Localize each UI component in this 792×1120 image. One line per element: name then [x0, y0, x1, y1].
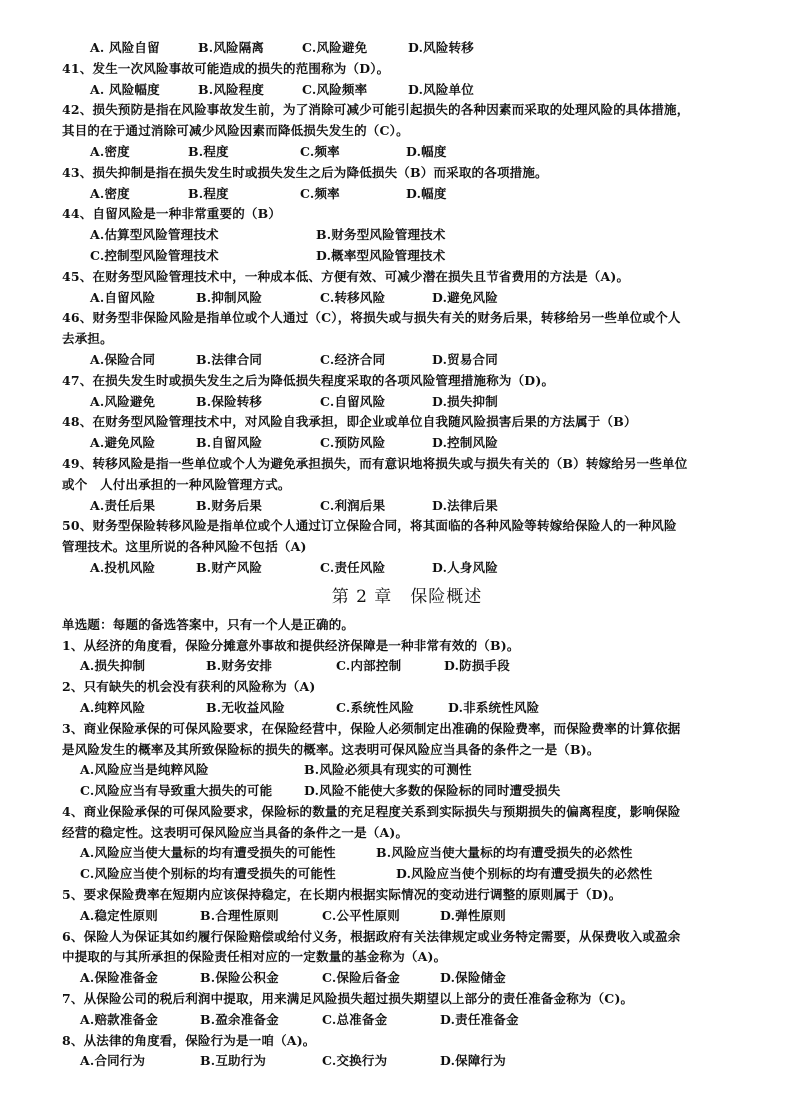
answer-option: B.保险转移: [196, 393, 263, 409]
answer-option: B.风险程度: [198, 81, 265, 97]
answer-options: [62, 558, 752, 579]
answer-option: B.无收益风险: [206, 699, 285, 715]
answer-option: A. 风险幅度: [90, 81, 160, 97]
answer-option: D.损失抑制: [432, 393, 498, 409]
question-text: 8、从法律的角度看，保险行为是一咱（A)。: [62, 1032, 316, 1048]
answer-option: C.风险应当使个别标的均有遭受损失的可能性: [80, 866, 336, 882]
answer-option: A.密度: [90, 143, 130, 159]
answer-option: C.频率: [300, 143, 340, 159]
answer-options: [62, 760, 752, 781]
answer-option: C.风险频率: [302, 81, 368, 97]
answer-option: B.合理性原则: [200, 907, 279, 923]
question-text: 去承担。: [62, 331, 113, 347]
answer-option: A.避免风险: [90, 435, 156, 451]
answer-option: C.系统性风险: [336, 699, 414, 715]
answer-option: C.保险后备金: [322, 970, 400, 986]
question-text: 中提取的与其所承担的保险责任相对应的一定数量的基金称为（A)。: [62, 949, 447, 965]
answer-option: B.保险公积金: [200, 970, 279, 986]
answer-option: C.内部控制: [336, 658, 402, 674]
question-text: 44、自留风险是一种非常重要的（B）: [62, 206, 282, 222]
answer-option: A.投机风险: [90, 559, 156, 575]
answer-option: D.贸易合同: [432, 351, 498, 367]
question-text: 经营的稳定性。这表明可保风险应当具备的条件之一是（A)。: [62, 824, 409, 840]
question-text: 4、商业保险承保的可保风险要求，保险标的数量的充足程度关系到实际损失与预期损失的偏离程度，影响保险: [62, 803, 681, 819]
answer-options: [62, 80, 752, 101]
question-text: 48、在财务型风险管理技术中，对风险自我承担，即企业或单位自我随风险损害后果的方法属于（B）: [62, 414, 637, 430]
answer-option: D.非系统性风险: [448, 699, 540, 715]
answer-option: B.抑制风险: [196, 289, 263, 305]
answer-option: D.概率型风险管理技术: [316, 247, 446, 263]
answer-options: [62, 184, 752, 205]
question-text: 5、要求保险费率在短期内应该保持稳定，在长期内根据实际情况的变动进行调整的原则属于（D)。: [62, 887, 622, 903]
answer-option: C.责任风险: [320, 559, 386, 575]
answer-option: B.程度: [188, 143, 229, 159]
question-text: 45、在财务型风险管理技术中，一种成本低、方便有效、可减少潜在损失且节省费用的方法是（A)。: [62, 268, 630, 284]
answer-option: A.责任后果: [90, 497, 156, 513]
question-text: 2、只有缺失的机会没有获利的风险称为（A): [62, 679, 316, 695]
answer-option: C.预防风险: [320, 435, 386, 451]
answer-option: C.总准备金: [322, 1011, 388, 1027]
answer-option: D.人身风险: [432, 559, 498, 575]
answer-option: A.赔款准备金: [80, 1011, 158, 1027]
answer-option: B.财务后果: [196, 497, 263, 513]
answer-option: B.法律合同: [196, 351, 263, 367]
answer-options: [62, 698, 752, 719]
answer-option: C.经济合同: [320, 351, 386, 367]
answer-option: D.保障行为: [440, 1053, 506, 1069]
answer-options: [62, 656, 752, 677]
answer-option: D.法律后果: [432, 497, 498, 513]
answer-option: B.自留风险: [196, 435, 263, 451]
question-text: 单选题：每题的备选答案中，只有一个人是正确的。: [62, 616, 355, 632]
answer-options: [62, 288, 752, 309]
answer-option: A.稳定性原则: [80, 907, 158, 923]
answer-option: D.风险转移: [408, 40, 474, 55]
answer-options: [62, 38, 752, 59]
answer-options: [62, 906, 752, 927]
answer-option: C.控制型风险管理技术: [90, 247, 219, 263]
answer-option: A.估算型风险管理技术: [90, 227, 219, 243]
answer-option: A.保险准备金: [80, 970, 158, 986]
answer-option: A.合同行为: [80, 1053, 146, 1069]
answer-option: D.风险单位: [408, 81, 474, 97]
answer-options: [62, 433, 752, 454]
answer-option: C.公平性原则: [322, 907, 400, 923]
answer-options: [62, 142, 752, 163]
answer-option: B.风险隔离: [198, 40, 265, 55]
answer-option: B.风险必须具有现实的可测性: [304, 762, 472, 778]
question-text: 7、从保险公司的税后利润中提取，用来满足风险损失超过损失期望以上部分的责任准备金称为（C)。: [62, 991, 634, 1007]
question-text: 49、转移风险是指一些单位或个人为避免承担损失，而有意识地将损失或与损失有关的（B）转嫁给另一些单位: [62, 455, 688, 471]
answer-options: [62, 350, 752, 371]
answer-option: B.财务型风险管理技术: [316, 227, 446, 243]
answer-option: B.财务安排: [206, 658, 273, 674]
answer-option: D.控制风险: [432, 435, 498, 451]
answer-option: A.风险应当使大量标的均有遭受损失的可能性: [80, 845, 336, 861]
document-page: [62, 38, 752, 1072]
question-text: 1、从经济的角度看，保险分摊意外事故和提供经济保障是一种非常有效的（B)。: [62, 637, 520, 653]
question-text: 47、在损失发生时或损失发生之后为降低损失程度采取的各项风险管理措施称为（D)。: [62, 372, 555, 388]
answer-option: B.互助行为: [200, 1053, 267, 1069]
answer-options: [62, 781, 752, 802]
answer-option: A.风险避免: [90, 393, 156, 409]
answer-option: B.财产风险: [196, 559, 263, 575]
answer-options: [62, 496, 752, 517]
answer-option: D.责任准备金: [440, 1011, 519, 1027]
answer-options: [62, 1051, 752, 1072]
answer-option: A.自留风险: [90, 289, 156, 305]
answer-option: B.程度: [188, 185, 229, 201]
answer-option: D.幅度: [406, 185, 447, 201]
answer-options: [62, 246, 752, 267]
question-text: 3、商业保险承保的可保风险要求，在保险经营中，保险人必须制定出准确的保险费率，而保险费率的计算依据: [62, 720, 681, 736]
question-text: 或个 人付出承担的一种风险管理方式。: [62, 476, 291, 492]
answer-option: A. 风险自留: [90, 40, 160, 55]
question-text: 是风险发生的概率及其所致保险标的损失的概率。这表明可保风险应当具备的条件之一是（B)。: [62, 741, 600, 757]
answer-option: D.风险应当使个别标的均有遭受损失的必然性: [396, 866, 653, 882]
question-text: 43、损失抑制是指在损失发生时或损失发生之后为降低损失（B）而采取的各项措施。: [62, 164, 548, 180]
answer-option: C.风险避免: [302, 40, 368, 55]
answer-options: [62, 843, 752, 864]
answer-options: [62, 392, 752, 413]
chapter-heading: 第 2 章 保险概述: [331, 586, 483, 607]
answer-option: C.风险应当有导致重大损失的可能: [80, 783, 273, 799]
answer-option: C.频率: [300, 185, 340, 201]
answer-options: [62, 968, 752, 989]
answer-option: B.风险应当使大量标的均有遭受损失的必然性: [376, 845, 633, 861]
answer-option: D.弹性原则: [440, 907, 506, 923]
question-text: 其目的在于通过消除可减少风险因素而降低损失发生的（C）。: [62, 123, 409, 139]
answer-option: B.盈余准备金: [200, 1011, 279, 1027]
question-text: 50、财务型保险转移风险是指单位或个人通过订立保险合同，将其面临的各种风险等转嫁给保险人的一种风险: [62, 518, 677, 534]
question-text: 41、发生一次风险事故可能造成的损失的范围称为（D）。: [62, 60, 390, 76]
question-text: 46、财务型非保险风险是指单位或个人通过（C），将损失或与损失有关的财务后果，转移给另一些单位或个人: [62, 310, 681, 326]
answer-option: A.密度: [90, 185, 130, 201]
answer-option: C.转移风险: [320, 289, 386, 305]
question-text: 管理技术。这里所说的各种风险不包括（A): [62, 539, 307, 555]
answer-option: A.纯粹风险: [80, 699, 146, 715]
question-text: 42、损失预防是指在风险事故发生前，为了消除可减少可能引起损失的各种因素而采取的处理风险的具体措施，: [62, 102, 690, 118]
answer-options: [62, 225, 752, 246]
answer-option: C.自留风险: [320, 393, 386, 409]
answer-option: A.损失抑制: [80, 658, 146, 674]
answer-option: C.利润后果: [320, 497, 386, 513]
answer-option: D.防损手段: [444, 658, 510, 674]
answer-options: [62, 864, 752, 885]
answer-option: D.幅度: [406, 143, 447, 159]
answer-option: D.保险储金: [440, 970, 506, 986]
question-text: 6、保险人为保证其如约履行保险赔偿或给付义务，根据政府有关法律规定或业务特定需要，从保费收入或盈余: [62, 928, 681, 944]
answer-options: [62, 1010, 752, 1031]
answer-option: C.交换行为: [322, 1053, 388, 1069]
answer-option: A.风险应当是纯粹风险: [80, 762, 209, 778]
answer-option: D.风险不能使大多数的保险标的同时遭受损失: [304, 783, 561, 799]
answer-option: A.保险合同: [90, 351, 156, 367]
answer-option: D.避免风险: [432, 289, 498, 305]
